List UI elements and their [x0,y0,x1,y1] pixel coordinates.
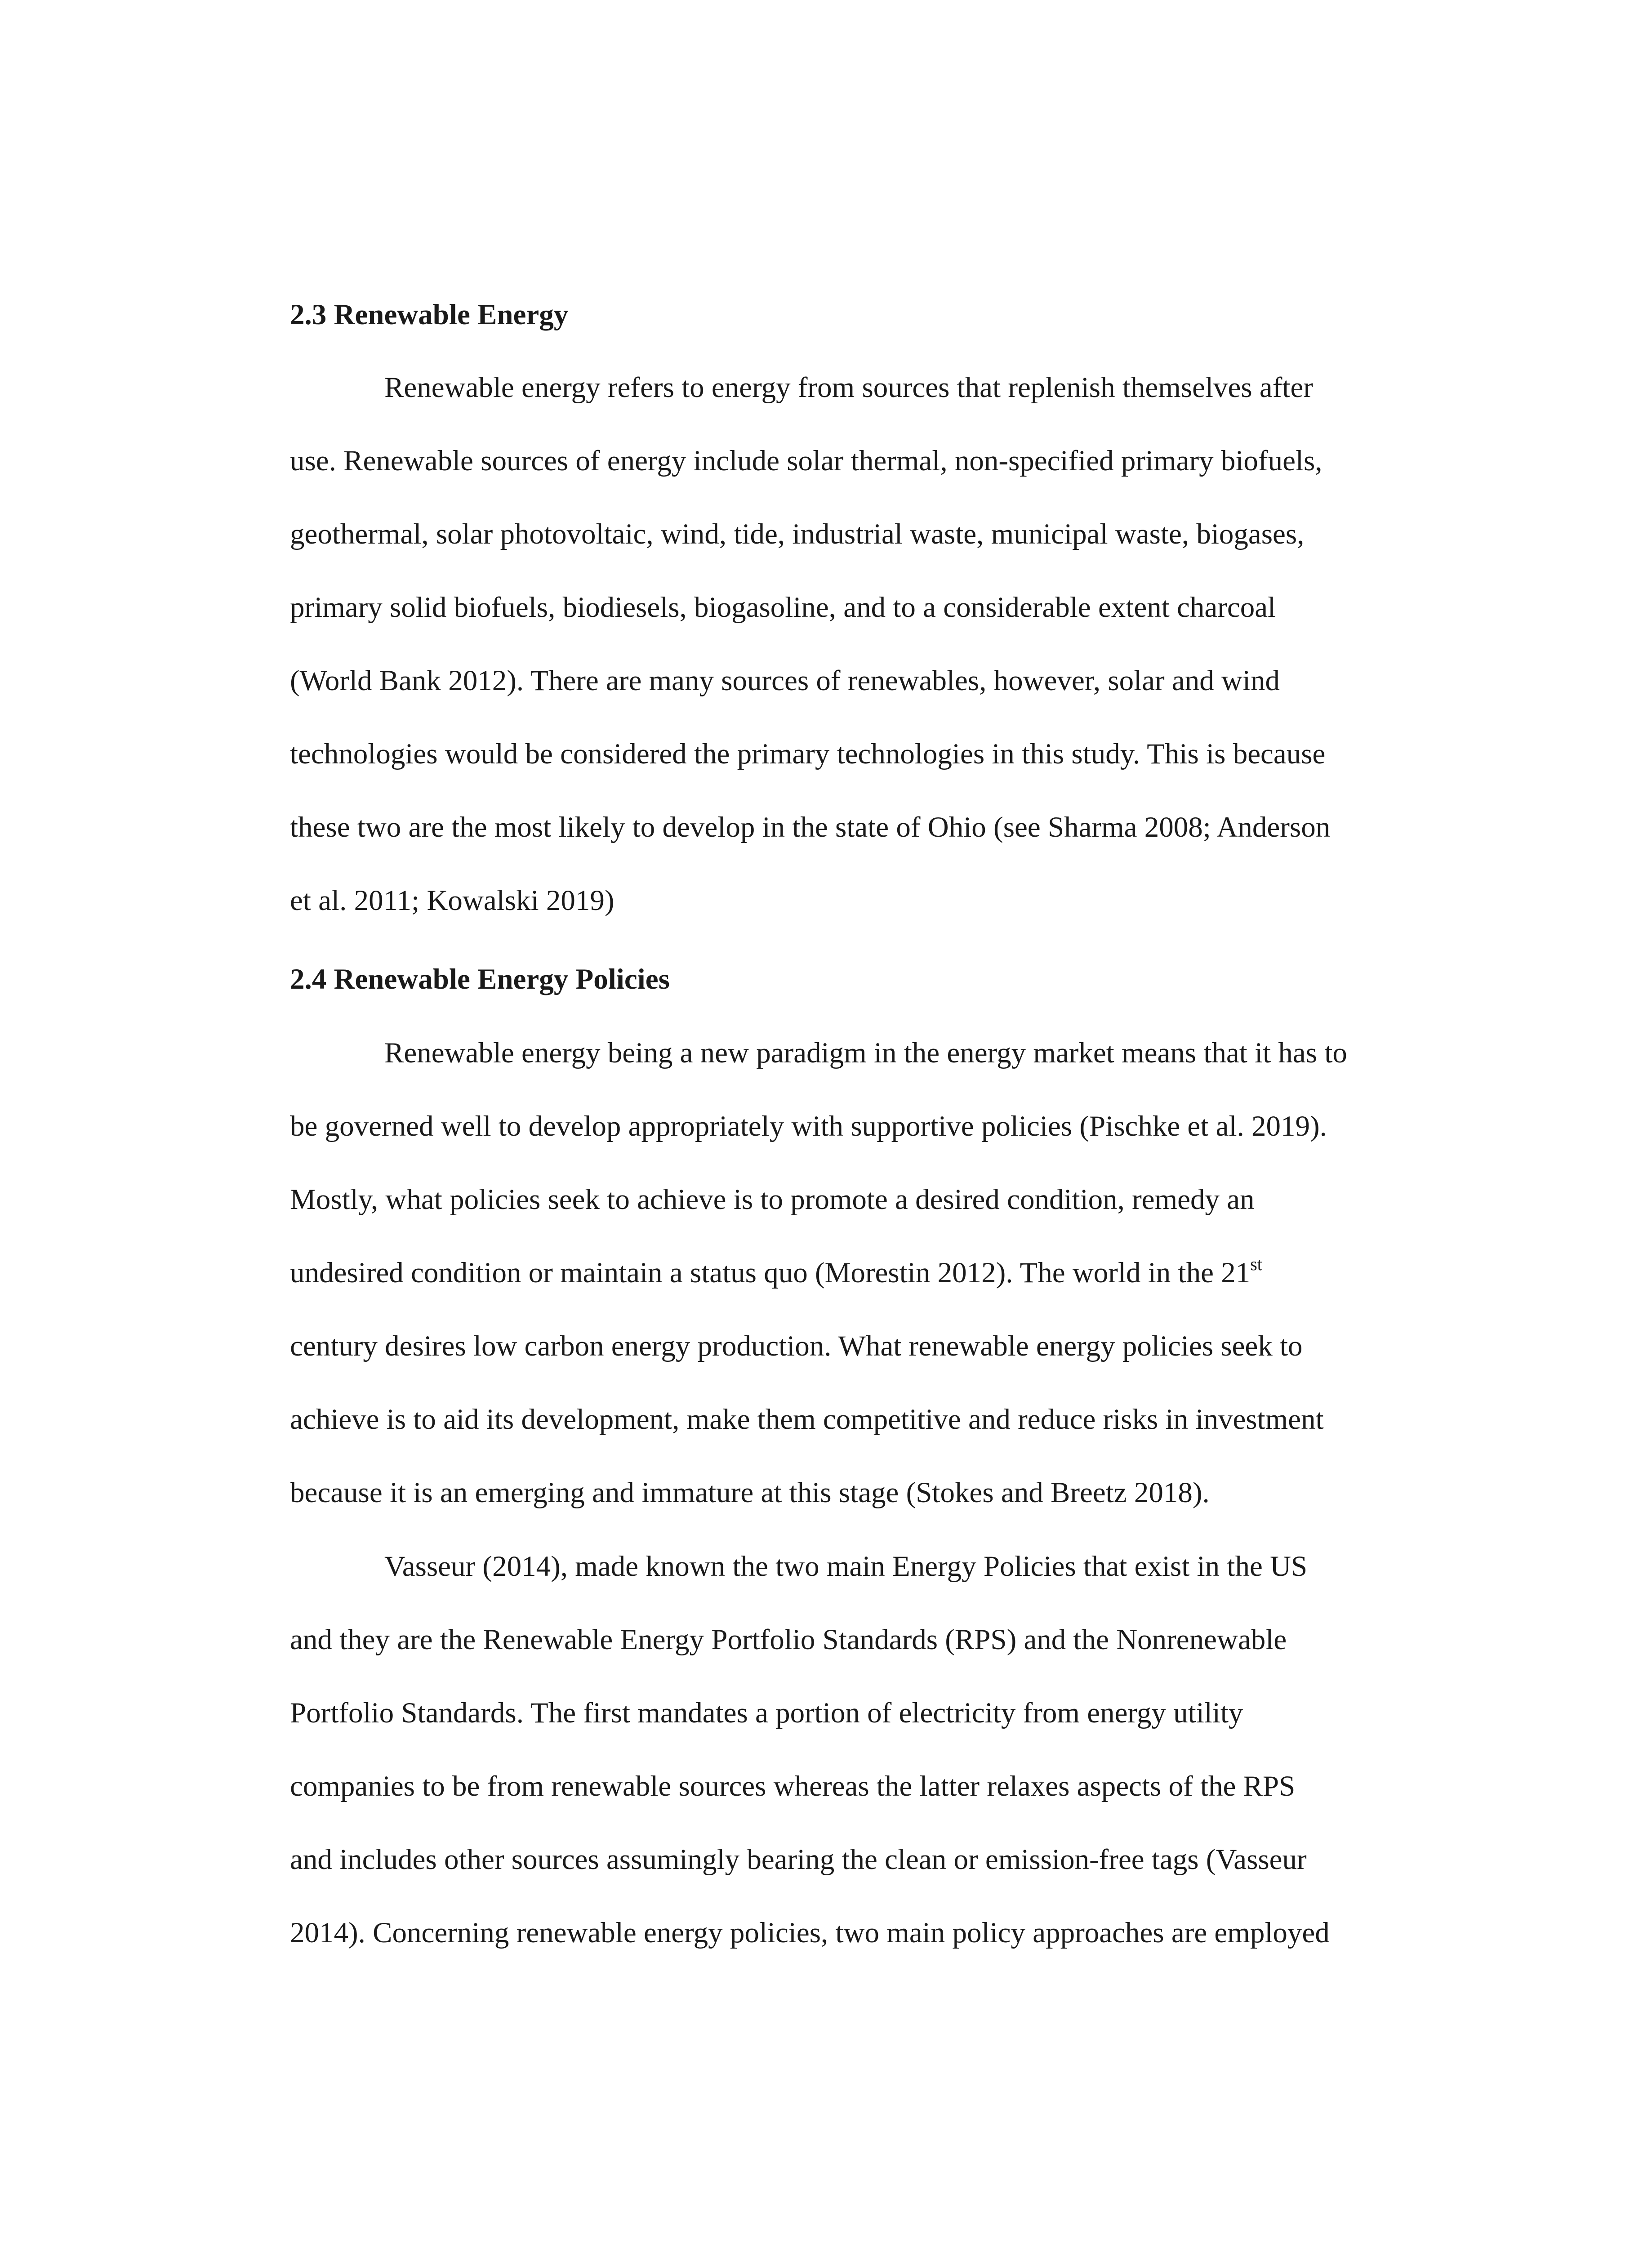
paragraph-line: primary solid biofuels, biodiesels, biogasoline, and to a considerable extent charcoal [290,591,1276,624]
paragraph-line: Portfolio Standards. The first mandates a portion of electricity from energy utility [290,1697,1243,1729]
paragraph-line: technologies would be considered the primary technologies in this study. This is because [290,738,1326,770]
section-heading-renewable-energy-policies: 2.4 Renewable Energy Policies [290,963,670,995]
ordinal-superscript: st [1250,1254,1262,1275]
paragraph-line: achieve is to aid its development, make them competitive and reduce risks in investment [290,1403,1324,1436]
paragraph-line: (World Bank 2012). There are many sources of renewables, however, solar and wind [290,665,1280,697]
section-heading-renewable-energy: 2.3 Renewable Energy [290,299,569,331]
paragraph-line: geothermal, solar photovoltaic, wind, tide, industrial waste, municipal waste, biogases, [290,518,1305,550]
paragraph-line: and they are the Renewable Energy Portfolio Standards (RPS) and the Nonrenewable [290,1624,1287,1656]
paragraph-line [290,1255,1262,1291]
paragraph-line: Vasseur (2014), made known the two main Energy Policies that exist in the US [384,1550,1308,1583]
paragraph-line: companies to be from renewable sources whereas the latter relaxes aspects of the RPS [290,1770,1296,1802]
paragraph-line: 2014). Concerning renewable energy policies, two main policy approaches are employed [290,1917,1330,1949]
paragraph-line: be governed well to develop appropriately with supportive policies (Pischke et al. 2019). [290,1110,1327,1142]
paragraph-line-text: undesired condition or maintain a status quo (Morestin 2012). The world in the 21 [290,1257,1251,1289]
paragraph-line: Mostly, what policies seek to achieve is to promote a desired condition, remedy an [290,1183,1255,1216]
paragraph-line: because it is an emerging and immature at this stage (Stokes and Breetz 2018). [290,1476,1210,1509]
paragraph-line: use. Renewable sources of energy include solar thermal, non-specified primary biofuels, [290,445,1322,477]
paragraph-line: Renewable energy being a new paradigm in the energy market means that it has to [384,1037,1347,1069]
paragraph-line: these two are the most likely to develop in the state of Ohio (see Sharma 2008; Anderson [290,811,1331,843]
paragraph-line: century desires low carbon energy production. What renewable energy policies seek to [290,1330,1303,1362]
paragraph-line: et al. 2011; Kowalski 2019) [290,884,614,917]
paragraph-line: and includes other sources assumingly bearing the clean or emission-free tags (Vasseur [290,1843,1307,1876]
paragraph-line: Renewable energy refers to energy from sources that replenish themselves after [384,371,1313,404]
